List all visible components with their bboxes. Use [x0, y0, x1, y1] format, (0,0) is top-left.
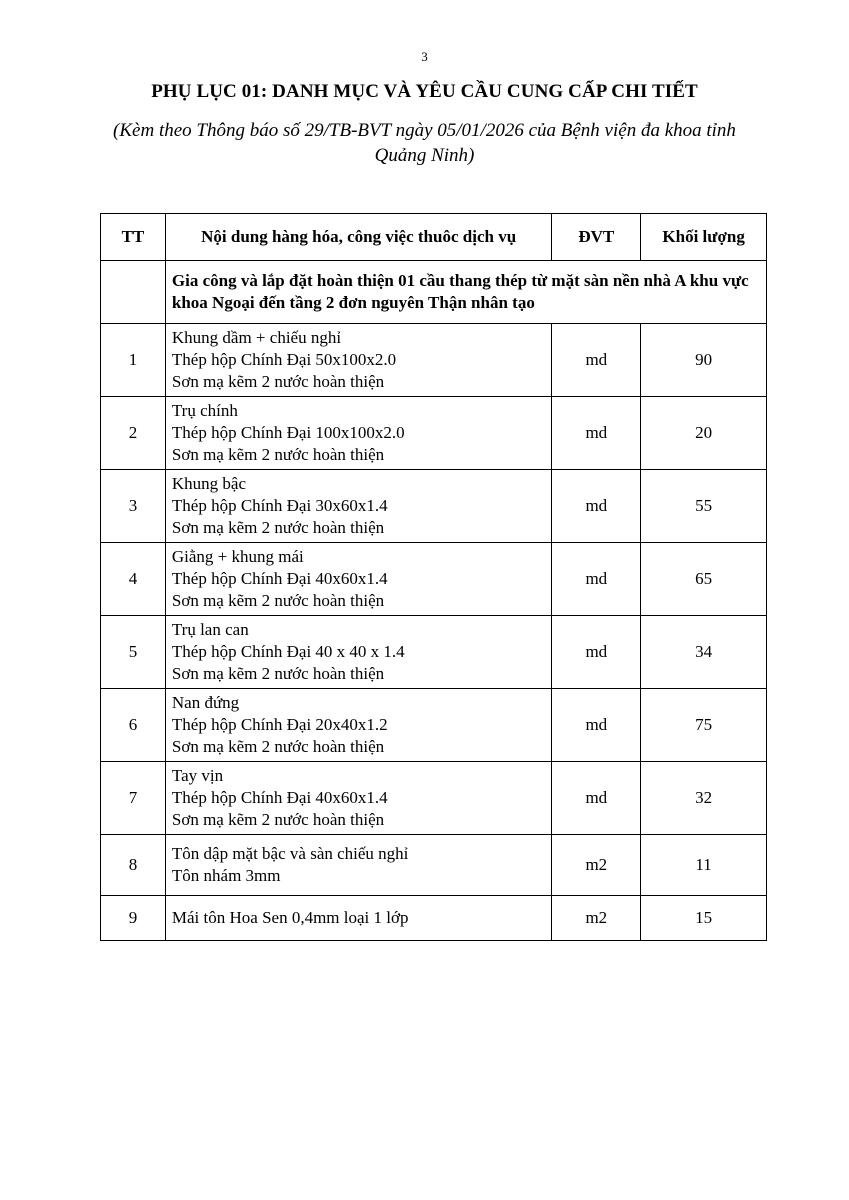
row-quantity: 11: [641, 835, 767, 896]
row-unit: md: [552, 616, 641, 689]
row-description-line: Thép hộp Chính Đại 20x40x1.2: [171, 715, 388, 734]
row-description-line: Tôn dập mặt bậc và sàn chiếu nghỉ: [171, 844, 409, 863]
table-header-row: [101, 214, 767, 261]
row-unit: m2: [552, 835, 641, 896]
row-description-line: Sơn mạ kẽm 2 nước hoàn thiện: [171, 445, 385, 464]
table-row: [101, 324, 767, 397]
row-unit: md: [552, 689, 641, 762]
row-description-line: Nan đứng: [171, 693, 240, 712]
section-title: Gia công và lắp đặt hoàn thiện 01 cầu thang thép từ mặt sàn nền nhà A khu vực khoa Ngoại đến tầng 2 đơn nguyên Thận nhân tạo: [165, 261, 766, 324]
row-unit: md: [552, 470, 641, 543]
row-tt: 7: [101, 762, 166, 835]
section-tt-cell: [101, 261, 166, 324]
row-description-line: Mái tôn Hoa Sen 0,4mm loại 1 lớp: [171, 908, 409, 927]
row-unit: md: [552, 543, 641, 616]
row-description-line: Giằng + khung mái: [171, 547, 304, 566]
row-unit: md: [552, 324, 641, 397]
row-quantity: 90: [641, 324, 767, 397]
row-description-line: Tôn nhám 3mm: [171, 866, 281, 885]
row-description: [165, 616, 552, 689]
row-description-line: Tay vịn: [171, 766, 224, 785]
row-unit: md: [552, 762, 641, 835]
page-number: 3: [421, 49, 428, 64]
row-quantity: 15: [641, 896, 767, 941]
row-description-line: Thép hộp Chính Đại 30x60x1.4: [171, 496, 388, 515]
row-description-line: Thép hộp Chính Đại 100x100x2.0: [171, 423, 405, 442]
row-description-line: Sơn mạ kẽm 2 nước hoàn thiện: [171, 372, 385, 391]
row-description-line: Thép hộp Chính Đại 40x60x1.4: [171, 788, 388, 807]
row-description-line: Khung bậc: [171, 474, 247, 493]
section-row: [101, 261, 767, 324]
row-description-line: Thép hộp Chính Đại 50x100x2.0: [171, 350, 397, 369]
row-quantity: 20: [641, 397, 767, 470]
row-quantity: 65: [641, 543, 767, 616]
row-tt: 8: [101, 835, 166, 896]
row-description: [165, 835, 552, 896]
row-description-line: Khung dầm + chiếu nghỉ: [171, 328, 342, 347]
table-row: [101, 896, 767, 941]
row-tt: 2: [101, 397, 166, 470]
row-description: [165, 689, 552, 762]
header-description: Nội dung hàng hóa, công việc thuôc dịch vụ: [165, 214, 552, 261]
table-row: [101, 689, 767, 762]
row-description: [165, 324, 552, 397]
row-description: [165, 896, 552, 941]
goods-table: [100, 213, 767, 941]
table-row: [101, 762, 767, 835]
row-description-line: Trụ lan can: [171, 620, 249, 639]
page-title: PHỤ LỤC 01: DANH MỤC VÀ YÊU CẦU CUNG CẤP CHI TIẾT: [151, 81, 698, 102]
table-row: [101, 616, 767, 689]
row-quantity: 32: [641, 762, 767, 835]
row-tt: 1: [101, 324, 166, 397]
row-tt: 4: [101, 543, 166, 616]
table-row: [101, 470, 767, 543]
row-description-line: Thép hộp Chính Đại 40x60x1.4: [171, 569, 388, 588]
row-tt: 3: [101, 470, 166, 543]
row-description: [165, 470, 552, 543]
row-description-line: Sơn mạ kẽm 2 nước hoàn thiện: [171, 518, 385, 537]
row-description-line: Sơn mạ kẽm 2 nước hoàn thiện: [171, 737, 385, 756]
row-description-line: Trụ chính: [171, 401, 238, 420]
row-tt: 9: [101, 896, 166, 941]
row-quantity: 75: [641, 689, 767, 762]
table-row: [101, 543, 767, 616]
row-unit: md: [552, 397, 641, 470]
row-quantity: 34: [641, 616, 767, 689]
header-tt: TT: [101, 214, 166, 261]
row-description-line: Thép hộp Chính Đại 40 x 40 x 1.4: [171, 642, 405, 661]
row-description: [165, 762, 552, 835]
row-tt: 5: [101, 616, 166, 689]
table-row: [101, 835, 767, 896]
row-description-line: Sơn mạ kẽm 2 nước hoàn thiện: [171, 664, 385, 683]
row-description-line: Sơn mạ kẽm 2 nước hoàn thiện: [171, 591, 385, 610]
row-unit: m2: [552, 896, 641, 941]
header-unit: ĐVT: [552, 214, 641, 261]
header-quantity: Khối lượng: [641, 214, 767, 261]
row-tt: 6: [101, 689, 166, 762]
row-description: [165, 397, 552, 470]
row-description: [165, 543, 552, 616]
row-description-line: Sơn mạ kẽm 2 nước hoàn thiện: [171, 810, 385, 829]
table-row: [101, 397, 767, 470]
row-quantity: 55: [641, 470, 767, 543]
page-subtitle: (Kèm theo Thông báo số 29/TB-BVT ngày 05/01/2026 của Bệnh viện đa khoa tỉnh Quảng Ninh): [113, 120, 736, 166]
